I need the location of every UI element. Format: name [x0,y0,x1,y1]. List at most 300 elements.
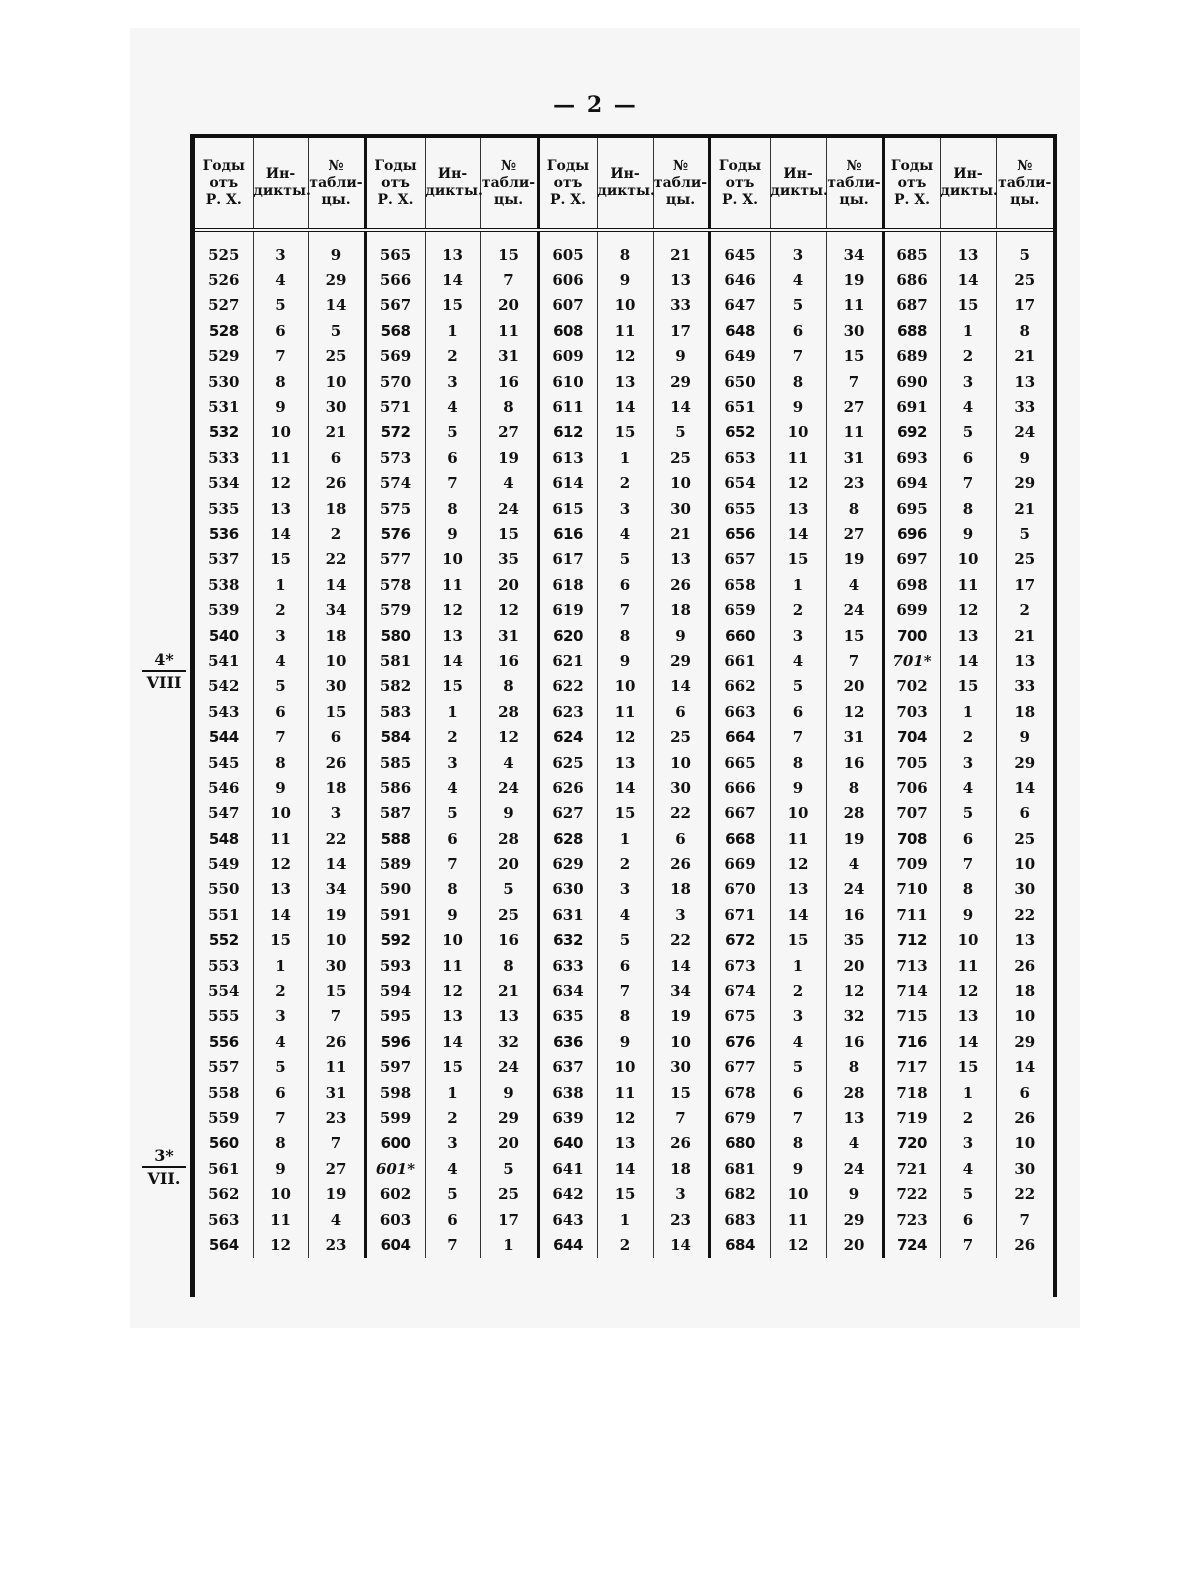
year-cell: 546 [195,775,253,800]
table-number-cell: 29 [1014,1032,1036,1051]
header-line: цы. [321,191,351,208]
indiction-cell: 6 [770,318,826,343]
indiction-cell: 1 [770,953,826,978]
table-number-cell: 29 [653,369,709,394]
year-cell: 639 [538,1105,597,1130]
table-number-cell: 18 [308,775,365,800]
indiction-cell: 8 [253,750,308,775]
indiction-cell: 12 [940,978,996,1003]
year-cell: 709 [883,851,940,876]
table-number-cell: 3 [653,1181,709,1206]
table-number-cell: 31 [480,623,538,648]
year-cell: 544 [195,724,253,749]
year-cell: 581 [365,648,425,673]
indiction-cell: 15 [770,547,826,572]
indiction-cell: 6 [425,1207,480,1232]
table-number-cell: 26 [308,471,365,496]
indiction-cell: 9 [253,394,308,419]
indiction-cell: 9 [597,267,653,292]
year-cell: 722 [883,1181,940,1206]
table-number-cell: 20 [826,674,883,699]
indiction-cell: 15 [940,1055,996,1080]
year-cell: 595 [365,1004,425,1029]
indiction-cell: 7 [940,1232,996,1257]
indiction-cell: 8 [597,1004,653,1029]
year-cell: 671 [709,902,770,927]
indiction-cell: 13 [425,242,480,267]
year-cell: 592 [365,928,425,953]
header-years [365,138,425,230]
indiction-cell: 9 [770,1156,826,1181]
year-cell: 620 [538,623,597,648]
table-number-cell: 26 [653,572,709,597]
indiction-cell: 11 [425,953,480,978]
year-cell: 652 [709,420,770,445]
table-number-cell: 21 [308,420,365,445]
year-cell: 571 [365,394,425,419]
year-cell: 628 [538,826,597,851]
year-cell: 534 [195,471,253,496]
header-line: Р. Х. [377,191,414,208]
year-cell: 540 [195,623,253,648]
indiction-cell: 4 [253,1029,308,1054]
year-cell: 596 [365,1029,425,1054]
table-row [195,547,1053,572]
table-number-cell: 26 [1014,956,1036,975]
table-number-cell: 18 [308,496,365,521]
indiction-cell: 8 [770,369,826,394]
table-number-cell: 24 [1014,423,1036,442]
indiction-cell: 2 [597,1232,653,1257]
year-cell: 587 [365,801,425,826]
table-number-cell: 15 [480,242,538,267]
indiction-cell: 10 [770,420,826,445]
header-line: Годы [546,157,590,174]
spacer-cell [253,230,308,242]
table-row [195,724,1053,749]
indiction-cell: 11 [597,318,653,343]
header-line: дикты. [425,183,483,199]
indiction-cell: 14 [940,648,996,673]
header-line: отъ [381,174,410,191]
header-line: № [672,157,689,174]
indiction-cell: 10 [597,1055,653,1080]
header-line: № [846,157,862,174]
indiction-cell: 12 [770,1232,826,1257]
indiction-cell: 7 [770,344,826,369]
table-number-cell: 17 [1014,575,1036,594]
table-row [195,597,1053,622]
indiction-cell: 5 [770,293,826,318]
table-number-cell: 16 [480,369,538,394]
year-cell: 559 [195,1105,253,1130]
header-line: отъ [553,174,583,191]
year-cell: 579 [365,597,425,622]
indiction-cell: 10 [253,801,308,826]
indiction-cell: 12 [425,597,480,622]
indiction-cell: 2 [940,344,996,369]
table-number-cell: 28 [480,699,538,724]
table-number-cell: 25 [480,902,538,927]
year-cell: 588 [365,826,425,851]
indiction-cell: 2 [425,344,480,369]
table-number-cell: 29 [826,1207,883,1232]
table-number-cell: 15 [826,344,883,369]
header-line: дикты. [253,183,311,199]
year-cell: 699 [883,597,940,622]
table-number-cell: 10 [653,750,709,775]
table-number-cell: 31 [480,344,538,369]
indiction-cell: 5 [253,293,308,318]
table-number-cell: 4 [826,572,883,597]
table-row [195,928,1053,953]
table-row [195,877,1053,902]
indiction-cell: 11 [597,699,653,724]
indiction-cell: 3 [425,1131,480,1156]
indiction-cell: 11 [940,953,996,978]
year-cell: 626 [538,775,597,800]
year-cell: 661 [709,648,770,673]
header-line: дикты. [940,183,998,199]
indiction-cell: 14 [597,394,653,419]
table-number-cell: 30 [653,496,709,521]
indiction-cell: 1 [597,1207,653,1232]
table-number-cell: 33 [1014,398,1036,417]
indiction-cell: 8 [597,623,653,648]
table-number-cell: 2 [308,521,365,546]
indiction-cell: 14 [425,1029,480,1054]
table-row [195,1004,1053,1029]
indiction-cell: 8 [253,1131,308,1156]
indiction-cell: 14 [425,648,480,673]
year-cell: 554 [195,978,253,1003]
table-number-cell: 5 [480,1156,538,1181]
indiction-cell: 10 [770,801,826,826]
year-cell: 569 [365,344,425,369]
year-cell: 577 [365,547,425,572]
year-cell: 556 [195,1029,253,1054]
year-cell: 612 [538,420,597,445]
table-number-cell: 33 [1014,677,1036,696]
table-number-cell: 35 [826,928,883,953]
header-line: цы. [493,191,524,208]
year-cell: 605 [538,242,597,267]
margin-marker-bottom: VII. [147,1169,181,1188]
indiction-cell: 6 [425,826,480,851]
table-number-cell: 25 [1014,271,1036,290]
indiction-cell: 13 [940,242,996,267]
table-row [195,648,1053,673]
indiction-cell: 2 [253,978,308,1003]
indiction-cell: 8 [770,750,826,775]
table-number-cell: 35 [480,547,538,572]
table-number-cell: 29 [308,267,365,292]
table-number-cell: 6 [308,445,365,470]
indiction-cell: 12 [940,597,996,622]
table-number-cell: 30 [653,1055,709,1080]
table-number-cell: 24 [826,1156,883,1181]
indiction-cell: 15 [940,293,996,318]
table-number-cell: 4 [826,1131,883,1156]
year-cell: 674 [709,978,770,1003]
table-number-cell: 10 [1014,1007,1036,1026]
year-cell: 701* [883,648,940,673]
indiction-cell: 13 [940,623,996,648]
year-cell: 713 [883,953,940,978]
indiction-cell: 6 [253,1080,308,1105]
table-row [195,521,1053,546]
table-number-cell: 11 [308,1055,365,1080]
header-line: Р. Х. [721,191,758,208]
table-number-cell: 5 [308,318,365,343]
indiction-cell: 5 [770,674,826,699]
table-number-cell: 16 [480,928,538,953]
table-number-cell: 13 [653,547,709,572]
indiction-cell: 15 [770,928,826,953]
table-number-cell: 6 [653,699,709,724]
year-cell: 536 [195,521,253,546]
year-cell: 659 [709,597,770,622]
table-number-cell: 14 [653,674,709,699]
indiction-cell: 8 [425,877,480,902]
table-number-cell: 10 [653,471,709,496]
table-number-cell: 4 [308,1207,365,1232]
table-number-cell: 9 [480,801,538,826]
table-number-cell: 22 [653,801,709,826]
table-row [195,344,1053,369]
table-number-cell: 27 [826,521,883,546]
indiction-cell: 1 [940,1080,996,1105]
year-cell: 550 [195,877,253,902]
indiction-cell: 14 [940,1029,996,1054]
indiction-cell: 6 [253,318,308,343]
indiction-cell: 9 [597,648,653,673]
table-number-cell: 14 [308,851,365,876]
indiction-cell: 3 [253,1004,308,1029]
year-cell: 535 [195,496,253,521]
indiction-cell: 6 [770,1080,826,1105]
indiction-cell: 7 [940,851,996,876]
year-cell: 667 [709,801,770,826]
table-number-cell: 28 [826,801,883,826]
table-number-cell: 19 [308,1181,365,1206]
spacer-cell [480,230,538,242]
table-number-cell: 13 [1014,651,1036,670]
spacer-cell [538,230,597,242]
indiction-cell: 4 [770,267,826,292]
year-cell: 695 [883,496,940,521]
spacer-cell [883,230,940,242]
table-number-cell: 31 [826,724,883,749]
table-number-cell: 25 [1014,550,1036,569]
indiction-cell: 12 [770,851,826,876]
table-number-cell: 25 [653,445,709,470]
table-number-cell: 28 [826,1080,883,1105]
year-cell: 686 [883,267,940,292]
header-indicts [770,138,826,230]
indiction-cell: 13 [253,496,308,521]
table-number-cell: 20 [480,572,538,597]
table-row [195,826,1053,851]
indiction-cell: 12 [770,471,826,496]
header-line: Р. Х. [549,191,586,208]
table-number-cell: 14 [1014,778,1036,797]
year-cell: 615 [538,496,597,521]
table-number-cell: 26 [308,1029,365,1054]
indiction-table [195,138,1053,1258]
indiction-cell: 14 [770,902,826,927]
table-number-cell: 7 [826,369,883,394]
indiction-cell: 4 [597,521,653,546]
year-cell: 539 [195,597,253,622]
header-indicts [597,138,653,230]
header-table-no [308,138,365,230]
indiction-cell: 3 [770,1004,826,1029]
indiction-cell: 9 [253,775,308,800]
table-row [195,699,1053,724]
table-number-cell: 7 [308,1004,365,1029]
indiction-cell: 9 [770,775,826,800]
indiction-cell: 4 [940,394,996,419]
table-number-cell: 9 [308,242,365,267]
indiction-cell: 1 [425,1080,480,1105]
table-row [195,1131,1053,1156]
table-number-cell: 13 [653,267,709,292]
year-cell: 621 [538,648,597,673]
year-cell: 562 [195,1181,253,1206]
indiction-cell: 11 [253,826,308,851]
table-number-cell: 18 [308,623,365,648]
year-cell: 700 [883,623,940,648]
year-cell: 649 [709,344,770,369]
table-number-cell: 27 [826,394,883,419]
year-cell: 552 [195,928,253,953]
table-number-cell: 18 [653,597,709,622]
header-line: Р. Х. [205,191,242,208]
header-line: № [1017,157,1033,174]
year-cell: 580 [365,623,425,648]
year-cell: 555 [195,1004,253,1029]
header-line: Р. Х. [893,191,930,208]
table-number-cell: 26 [653,851,709,876]
table-number-cell: 7 [1019,1210,1030,1229]
table-number-cell: 10 [308,369,365,394]
table-number-cell: 19 [653,1004,709,1029]
indiction-cell: 15 [597,1181,653,1206]
indiction-cell: 11 [597,1080,653,1105]
indiction-cell: 10 [940,928,996,953]
year-cell: 624 [538,724,597,749]
indiction-cell: 15 [597,420,653,445]
indiction-cell: 14 [425,267,480,292]
table-number-cell: 25 [480,1181,538,1206]
year-cell: 604 [365,1232,425,1257]
header-indicts [425,138,483,230]
spacer-cell [826,230,883,242]
table-number-cell: 16 [826,902,883,927]
table-number-cell: 16 [480,648,538,673]
indiction-cell: 14 [597,775,653,800]
indiction-cell: 9 [597,1029,653,1054]
indiction-cell: 1 [940,318,996,343]
indiction-cell: 11 [253,445,308,470]
table-number-cell: 8 [480,674,538,699]
header-line: Годы [890,157,934,174]
year-cell: 679 [709,1105,770,1130]
table-row [195,1055,1053,1080]
year-cell: 669 [709,851,770,876]
year-cell: 653 [709,445,770,470]
table-number-cell: 7 [653,1105,709,1130]
year-cell: 541 [195,648,253,673]
year-cell: 582 [365,674,425,699]
table-number-cell: 33 [653,293,709,318]
year-cell: 703 [883,699,940,724]
margin-marker-indiction-3 [142,1146,186,1188]
indiction-cell: 7 [425,851,480,876]
table-number-cell: 10 [308,928,365,953]
table-number-cell: 9 [826,1181,883,1206]
year-cell: 682 [709,1181,770,1206]
year-cell: 607 [538,293,597,318]
indiction-cell: 2 [253,597,308,622]
indiction-cell: 3 [940,1131,996,1156]
table-number-cell: 14 [308,293,365,318]
indiction-cell: 6 [597,953,653,978]
year-cell: 690 [883,369,940,394]
indiction-cell: 14 [770,521,826,546]
indiction-cell: 5 [940,801,996,826]
year-cell: 623 [538,699,597,724]
year-cell: 651 [709,394,770,419]
table-number-cell: 10 [1014,1134,1036,1153]
indiction-cell: 9 [940,521,996,546]
year-cell: 666 [709,775,770,800]
header-line: отъ [725,174,755,191]
margin-marker-indiction-4 [142,650,186,692]
table-number-cell: 12 [826,699,883,724]
table-row [195,1232,1053,1257]
year-cell: 707 [883,801,940,826]
table-number-cell: 31 [308,1080,365,1105]
table-number-cell: 27 [480,420,538,445]
table-number-cell: 29 [653,648,709,673]
table-number-cell: 19 [308,902,365,927]
table-row [195,471,1053,496]
year-cell: 634 [538,978,597,1003]
header-line: Ин- [953,166,983,182]
year-cell: 638 [538,1080,597,1105]
table-number-cell: 23 [826,471,883,496]
header-line: дикты. [597,183,655,199]
table-row [195,902,1053,927]
indiction-cell: 1 [425,318,480,343]
header-line: Годы [202,157,245,174]
table-number-cell: 28 [480,826,538,851]
header-line: табли- [309,174,363,191]
header-line: Годы [718,157,762,174]
table-number-cell: 31 [826,445,883,470]
indiction-cell: 15 [425,674,480,699]
table-number-cell: 2 [1019,601,1030,620]
indiction-cell: 15 [940,674,996,699]
table-number-cell: 20 [826,1232,883,1257]
year-cell: 528 [195,318,253,343]
year-cell: 616 [538,521,597,546]
table-row [195,1156,1053,1181]
header-table-no [653,138,709,230]
table-number-cell: 29 [1014,753,1036,772]
